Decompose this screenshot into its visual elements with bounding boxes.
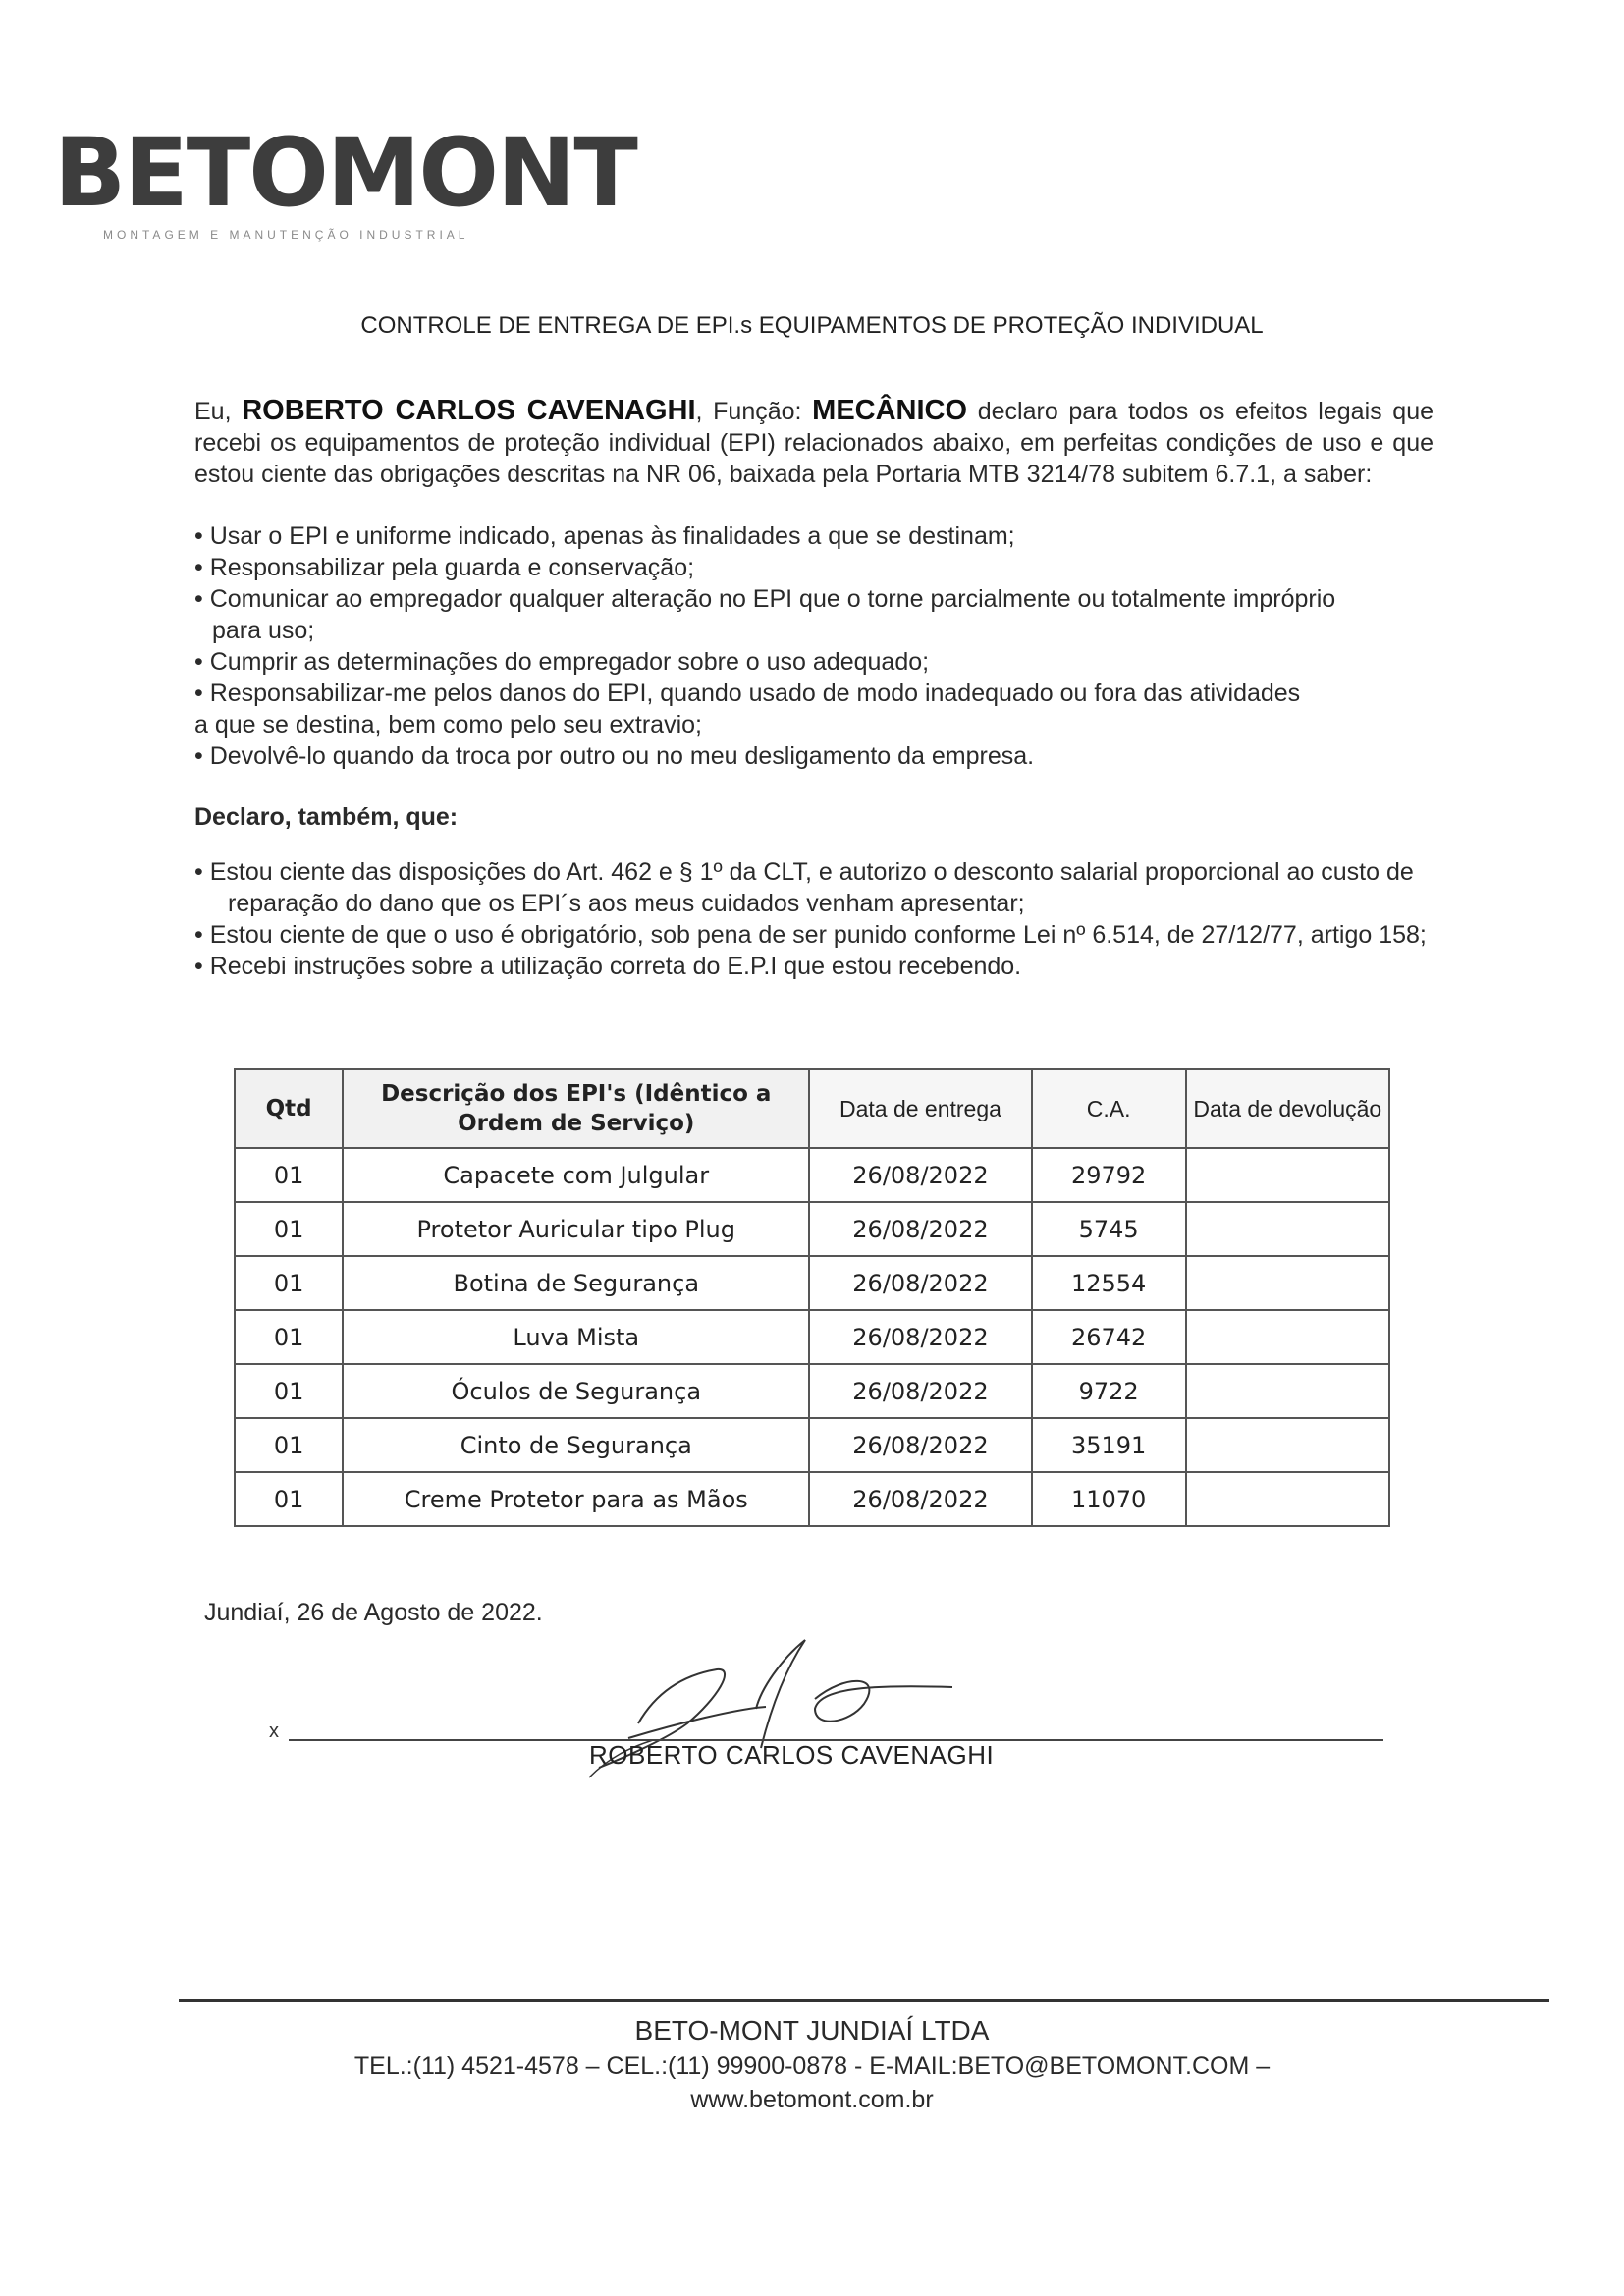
- table-row: [235, 1472, 1389, 1526]
- employee-role: MECÂNICO: [812, 395, 968, 426]
- cell-ca: 5745: [1032, 1202, 1186, 1256]
- obligation-item-continuation: para uso;: [212, 617, 315, 644]
- place-and-date: Jundiaí, 26 de Agosto de 2022.: [204, 1599, 543, 1626]
- cell-qtd: 01: [235, 1472, 343, 1526]
- cell-delivery-date: 26/08/2022: [809, 1364, 1031, 1418]
- cell-delivery-date: 26/08/2022: [809, 1310, 1031, 1364]
- table-row: [235, 1148, 1389, 1202]
- obligation-item: • Responsabilizar pela guarda e conservação;: [194, 554, 695, 581]
- logo-wordmark: BETOMONT: [54, 118, 636, 228]
- declaration-item: • Estou ciente de que o uso é obrigatório, sob pena de ser punido conforme Lei nº 6.514, de 27/12/77, artigo 158;: [194, 921, 1427, 949]
- signature-mark: x: [269, 1721, 279, 1742]
- cell-delivery-date: 26/08/2022: [809, 1202, 1031, 1256]
- header-ca: C.A.: [1032, 1069, 1186, 1148]
- cell-delivery-date: 26/08/2022: [809, 1256, 1031, 1310]
- table-header-row: [235, 1069, 1389, 1148]
- obligations-list: [194, 520, 1434, 772]
- declaration-item: • Estou ciente das disposições do Art. 462 e § 1º da CLT, e autorizo o desconto salarial proporcional ao custo de reparação do dano que os EPI´s aos meus cuidados venham apresentar;: [194, 858, 1414, 917]
- table-row: [235, 1256, 1389, 1310]
- table-row: [235, 1202, 1389, 1256]
- cell-description: Botina de Segurança: [343, 1256, 809, 1310]
- obligation-item-continuation: a que se destina, bem como pelo seu extravio;: [194, 711, 702, 738]
- cell-return-date: [1186, 1418, 1389, 1472]
- table-row: [235, 1418, 1389, 1472]
- declaration-item: • Recebi instruções sobre a utilização correta do E.P.I que estou recebendo.: [194, 953, 1022, 980]
- cell-return-date: [1186, 1202, 1389, 1256]
- obligation-item: • Devolvê-lo quando da troca por outro ou no meu desligamento da empresa.: [194, 742, 1035, 770]
- signatory-name: ROBERTO CARLOS CAVENAGHI: [589, 1740, 995, 1770]
- cell-qtd: 01: [235, 1364, 343, 1418]
- cell-delivery-date: 26/08/2022: [809, 1418, 1031, 1472]
- header-delivery-date: Data de entrega: [809, 1069, 1031, 1148]
- cell-qtd: 01: [235, 1202, 343, 1256]
- cell-description: Luva Mista: [343, 1310, 809, 1364]
- intro-prefix: Eu,: [194, 398, 243, 425]
- header-qtd: Qtd: [235, 1069, 343, 1148]
- cell-qtd: 01: [235, 1256, 343, 1310]
- header-description: Descrição dos EPI's (Idêntico a Ordem de Serviço): [343, 1069, 809, 1148]
- intro-paragraph: [194, 395, 1434, 490]
- footer-website: www.betomont.com.br: [690, 2086, 934, 2113]
- obligation-item: • Cumprir as determinações do empregador sobre o uso adequado;: [194, 648, 930, 676]
- header-return-date: Data de devolução: [1186, 1069, 1389, 1148]
- cell-return-date: [1186, 1472, 1389, 1526]
- obligation-item: • Usar o EPI e uniforme indicado, apenas às finalidades a que se destinam;: [194, 522, 1015, 550]
- cell-qtd: 01: [235, 1310, 343, 1364]
- logo-tagline: MONTAGEM E MANUTENÇÃO INDUSTRIAL: [103, 228, 469, 242]
- declarations-list: [194, 856, 1434, 982]
- cell-ca: 29792: [1032, 1148, 1186, 1202]
- footer-divider: [179, 1999, 1549, 2002]
- cell-return-date: [1186, 1310, 1389, 1364]
- cell-ca: 9722: [1032, 1364, 1186, 1418]
- cell-description: Capacete com Julgular: [343, 1148, 809, 1202]
- cell-return-date: [1186, 1148, 1389, 1202]
- table-row: [235, 1310, 1389, 1364]
- cell-qtd: 01: [235, 1418, 343, 1472]
- role-label: , Função:: [695, 398, 813, 425]
- obligation-item: • Comunicar ao empregador qualquer alteração no EPI que o torne parcialmente ou totalmente impróprio: [194, 585, 1336, 613]
- employee-name: ROBERTO CARLOS CAVENAGHI: [242, 395, 696, 426]
- document-title: CONTROLE DE ENTREGA DE EPI.s EQUIPAMENTOS DE PROTEÇÃO INDIVIDUAL: [360, 312, 1264, 339]
- epi-table: [234, 1068, 1390, 1527]
- table-row: [235, 1364, 1389, 1418]
- cell-delivery-date: 26/08/2022: [809, 1148, 1031, 1202]
- cell-ca: 35191: [1032, 1418, 1186, 1472]
- cell-description: Creme Protetor para as Mãos: [343, 1472, 809, 1526]
- declaration-heading: Declaro, também, que:: [194, 803, 459, 831]
- footer-company-name: BETO-MONT JUNDIAÍ LTDA: [634, 2015, 990, 2046]
- cell-description: Óculos de Segurança: [343, 1364, 809, 1418]
- footer-contact-info: TEL.:(11) 4521-4578 – CEL.:(11) 99900-0878 - E-MAIL:BETO@BETOMONT.COM –: [353, 2052, 1271, 2080]
- cell-return-date: [1186, 1364, 1389, 1418]
- company-logo: [54, 118, 636, 244]
- cell-ca: 26742: [1032, 1310, 1186, 1364]
- cell-ca: 11070: [1032, 1472, 1186, 1526]
- cell-qtd: 01: [235, 1148, 343, 1202]
- cell-description: Cinto de Segurança: [343, 1418, 809, 1472]
- cell-ca: 12554: [1032, 1256, 1186, 1310]
- cell-return-date: [1186, 1256, 1389, 1310]
- cell-description: Protetor Auricular tipo Plug: [343, 1202, 809, 1256]
- cell-delivery-date: 26/08/2022: [809, 1472, 1031, 1526]
- intro-text: declaro para todos os efeitos legais que recebi os equipamentos de proteção individual (EPI) relacionados abaixo, em perfeitas condições de uso e que estou ciente das obrigações descritas na NR 06, baixada pela Portaria MTB 3214/78 subitem 6.7.1, a saber:: [194, 398, 1435, 488]
- obligation-item: • Responsabilizar-me pelos danos do EPI, quando usado de modo inadequado ou fora das atividades: [194, 680, 1301, 707]
